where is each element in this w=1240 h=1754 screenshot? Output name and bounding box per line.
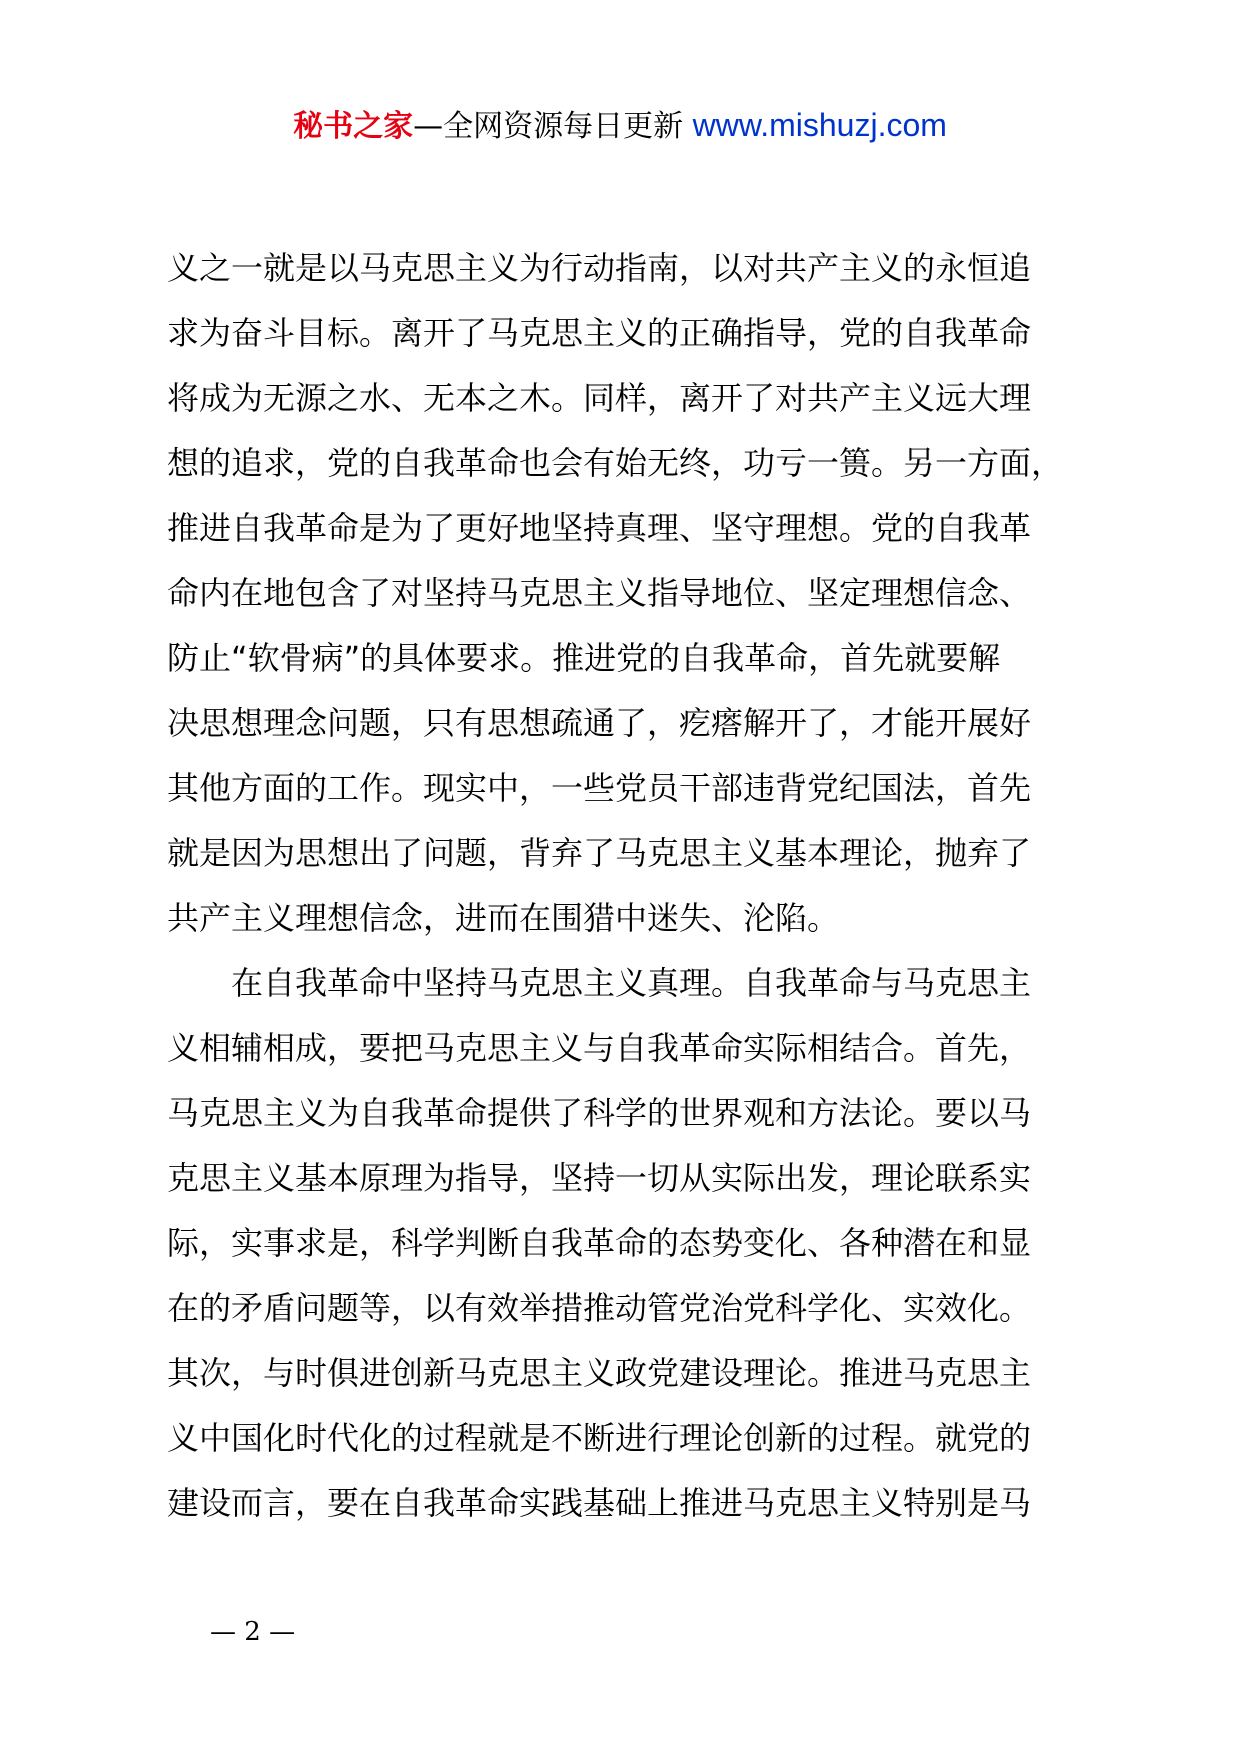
text-line: 马克思主义为自我革命提供了科学的世界观和方法论。要以马: [167, 1094, 1032, 1132]
text-line: 推进自我革命是为了更好地坚持真理、坚守理想。党的自我革: [167, 509, 1032, 547]
text-line: 命内在地包含了对坚持马克思主义指导地位、坚定理想信念、: [167, 574, 1032, 612]
text-line: 克思主义基本原理为指导，坚持一切从实际出发，理论联系实: [167, 1159, 1032, 1197]
header-dash: —: [413, 109, 444, 144]
brand-name: 秘书之家: [293, 109, 414, 144]
paragraph-1: [167, 236, 1087, 951]
text-line: 义中国化时代化的过程就是不断进行理论创新的过程。就党的: [167, 1419, 1032, 1457]
text-line: 求为奋斗目标。离开了马克思主义的正确指导，党的自我革命: [167, 314, 1032, 352]
text-line: 防止“软骨病”的具体要求。推进党的自我革命，首先就要解: [167, 639, 1001, 677]
text-line: 际，实事求是，科学判断自我革命的态势变化、各种潜在和显: [167, 1224, 1032, 1262]
site-url: www.mishuzj.com: [692, 107, 947, 143]
document-body: [167, 236, 1087, 1536]
paragraph-2: [167, 951, 1087, 1536]
text-line: 其次，与时俱进创新马克思主义政党建设理论。推进马克思主: [167, 1354, 1032, 1392]
text-line: 想的追求，党的自我革命也会有始无终，功亏一篑。另一方面，: [167, 444, 1064, 482]
text-line: 就是因为思想出了问题，背弃了马克思主义基本理论，抛弃了: [167, 834, 1032, 872]
page-number: — 2 —: [210, 1617, 296, 1647]
header-slogan: 全网资源每日更新: [443, 109, 684, 144]
text-line: 义之一就是以马克思主义为行动指南，以对共产主义的永恒追: [167, 249, 1032, 287]
text-line: 建设而言，要在自我革命实践基础上推进马克思主义特别是马: [167, 1484, 1032, 1522]
text-line: 决思想理念问题，只有思想疏通了，疙瘩解开了，才能开展好: [167, 704, 1032, 742]
text-line: 在的矛盾问题等，以有效举措推动管党治党科学化、实效化。: [167, 1289, 1032, 1327]
text-line: 其他方面的工作。现实中，一些党员干部违背党纪国法，首先: [167, 769, 1032, 807]
text-line: 共产主义理想信念，进而在围猎中迷失、沦陷。: [167, 899, 840, 937]
site-watermark-header: [0, 98, 1240, 154]
text-line: 将成为无源之水、无本之木。同样，离开了对共产主义远大理: [167, 379, 1032, 417]
text-line: 义相辅相成，要把马克思主义与自我革命实际相结合。首先，: [167, 1029, 1032, 1067]
text-line: 在自我革命中坚持马克思主义真理。自我革命与马克思主: [231, 964, 1032, 1002]
